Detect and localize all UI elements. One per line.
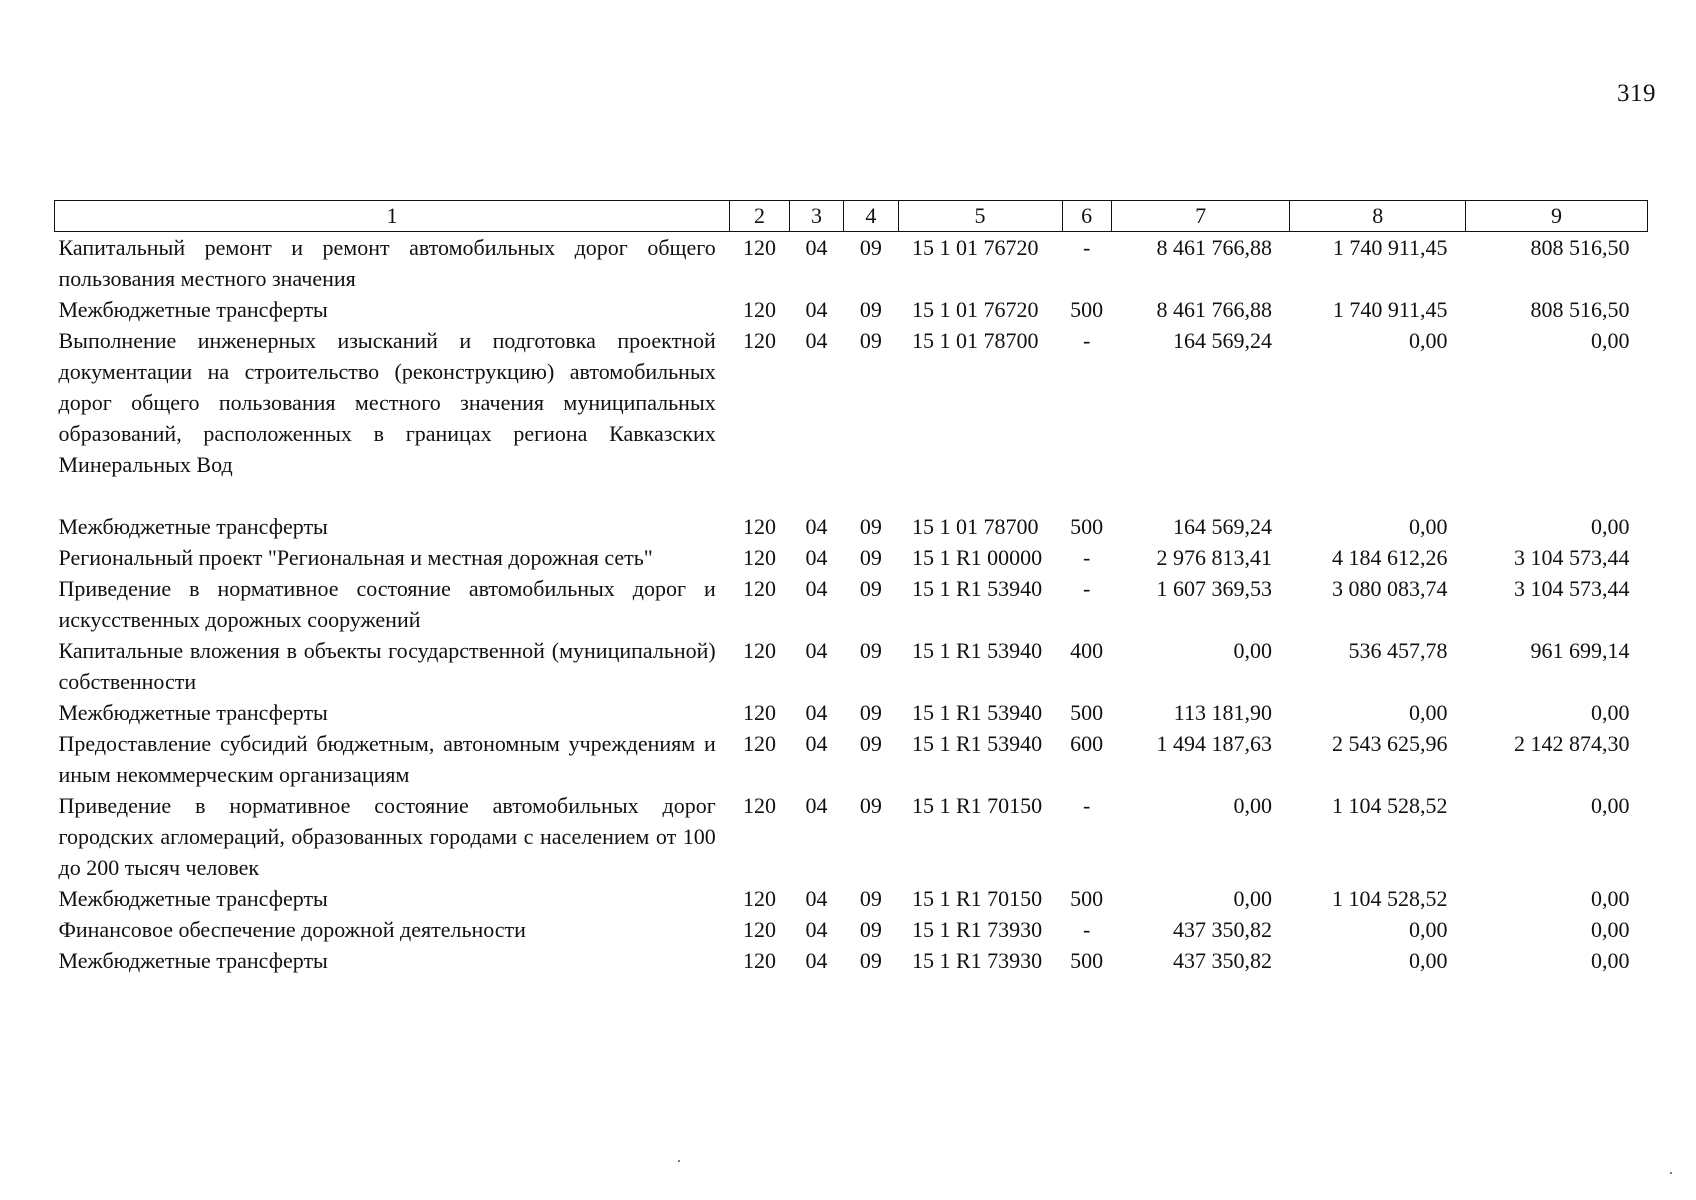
cell-col-8: 3 080 083,74	[1332, 576, 1448, 601]
cell-col-6: -	[1082, 545, 1091, 570]
cell-col-5: 15 1 R1 70150	[912, 886, 1043, 911]
cell-col-6: 500	[1070, 514, 1104, 539]
cell-col-3: 04	[805, 297, 828, 322]
row-name: Капитальные вложения в объекты государственной (муниципальной) собственности	[58, 638, 716, 694]
cell-col-3: 04	[805, 235, 828, 260]
cell-col-7: 8 461 766,88	[1156, 297, 1272, 322]
cell-col-6: 500	[1070, 948, 1104, 973]
cell-col-6: 500	[1070, 886, 1104, 911]
cell-col-9: 961 699,14	[1530, 638, 1630, 663]
table-row	[55, 883, 1648, 914]
row-name: Межбюджетные трансферты	[58, 297, 328, 322]
header-col-2: 2	[730, 201, 790, 232]
cell-col-4: 09	[859, 235, 882, 260]
header-col-4: 4	[844, 201, 898, 232]
cell-col-6: 500	[1070, 700, 1104, 725]
cell-col-3: 04	[805, 793, 828, 818]
table-row	[55, 697, 1648, 728]
cell-col-6: -	[1082, 235, 1091, 260]
cell-col-8: 2 543 625,96	[1332, 731, 1448, 756]
header-col-9: 9	[1466, 201, 1648, 232]
cell-col-4: 09	[859, 700, 882, 725]
table-row	[55, 728, 1648, 790]
cell-col-5: 15 1 01 76720	[912, 235, 1039, 260]
cell-col-6: -	[1082, 576, 1091, 601]
cell-col-9: 0,00	[1591, 700, 1630, 725]
cell-col-4: 09	[859, 297, 882, 322]
cell-col-3: 04	[805, 576, 828, 601]
header-col-3: 3	[789, 201, 843, 232]
cell-col-5: 15 1 R1 70150	[912, 793, 1043, 818]
cell-col-9: 3 104 573,44	[1514, 545, 1630, 570]
cell-col-3: 04	[805, 917, 828, 942]
cell-col-8: 536 457,78	[1348, 638, 1448, 663]
cell-col-7: 437 350,82	[1172, 917, 1272, 942]
cell-col-5: 15 1 R1 53940	[912, 700, 1043, 725]
cell-col-5: 15 1 R1 53940	[912, 731, 1043, 756]
cell-col-2: 120	[743, 545, 777, 570]
cell-col-4: 09	[859, 886, 882, 911]
cell-col-4: 09	[859, 731, 882, 756]
cell-col-2: 120	[743, 948, 777, 973]
table-row	[55, 790, 1648, 883]
cell-col-6: 400	[1070, 638, 1104, 663]
row-name: Межбюджетные трансферты	[58, 886, 328, 911]
cell-col-9: 0,00	[1591, 917, 1630, 942]
cell-col-4: 09	[859, 948, 882, 973]
cell-col-2: 120	[743, 917, 777, 942]
table-row	[55, 945, 1648, 976]
header-col-1: 1	[55, 201, 730, 232]
row-name: Выполнение инженерных изысканий и подготовка проектной документации на строительство (реконструкцию) автомобильных дорог общего пользования местного значения муниципальных образований, расположенных в границах региона Кавказских Минеральных Вод	[58, 328, 716, 477]
cell-col-2: 120	[743, 793, 777, 818]
row-name: Капитальный ремонт и ремонт автомобильных дорог общего пользования местного значения	[58, 235, 716, 291]
cell-col-2: 120	[743, 638, 777, 663]
table-row	[55, 511, 1648, 542]
cell-col-8: 0,00	[1409, 514, 1448, 539]
cell-col-7: 0,00	[1233, 638, 1272, 663]
cell-col-7: 8 461 766,88	[1156, 235, 1272, 260]
cell-col-9: 2 142 874,30	[1514, 731, 1630, 756]
row-name: Межбюджетные трансферты	[58, 948, 328, 973]
cell-col-7: 0,00	[1233, 793, 1272, 818]
cell-col-4: 09	[859, 514, 882, 539]
cell-col-5: 15 1 R1 53940	[912, 576, 1043, 601]
budget-table	[54, 200, 1648, 976]
header-col-5: 5	[898, 201, 1062, 232]
cell-col-2: 120	[743, 297, 777, 322]
cell-col-5: 15 1 R1 73930	[912, 917, 1043, 942]
cell-col-4: 09	[859, 545, 882, 570]
cell-col-6: -	[1082, 917, 1091, 942]
cell-col-3: 04	[805, 328, 828, 353]
cell-col-5: 15 1 01 78700	[912, 514, 1039, 539]
cell-col-4: 09	[859, 328, 882, 353]
cell-col-9: 0,00	[1591, 886, 1630, 911]
cell-col-3: 04	[805, 948, 828, 973]
cell-col-4: 09	[859, 576, 882, 601]
cell-col-6: -	[1082, 793, 1091, 818]
cell-col-8: 1 104 528,52	[1332, 886, 1448, 911]
cell-col-7: 1 494 187,63	[1156, 731, 1272, 756]
row-name: Межбюджетные трансферты	[58, 700, 328, 725]
cell-col-2: 120	[743, 700, 777, 725]
table-row	[55, 294, 1648, 325]
cell-col-8: 1 740 911,45	[1332, 297, 1448, 322]
column-number-header	[55, 201, 1648, 232]
table-row	[55, 232, 1648, 295]
cell-col-9: 0,00	[1591, 793, 1630, 818]
cell-col-7: 1 607 369,53	[1156, 576, 1272, 601]
row-name: Предоставление субсидий бюджетным, автономным учреждениям и иным некоммерческим организациям	[58, 731, 716, 787]
cell-col-6: -	[1082, 328, 1091, 353]
row-name: Межбюджетные трансферты	[58, 514, 328, 539]
cell-col-7: 113 181,90	[1173, 700, 1272, 725]
cell-col-9: 0,00	[1591, 514, 1630, 539]
cell-col-8: 1 740 911,45	[1332, 235, 1448, 260]
cell-col-5: 15 1 R1 00000	[912, 545, 1043, 570]
header-col-7: 7	[1111, 201, 1290, 232]
cell-col-6: 500	[1070, 297, 1104, 322]
table-row	[55, 573, 1648, 635]
cell-col-7: 164 569,24	[1172, 514, 1272, 539]
cell-col-3: 04	[805, 731, 828, 756]
cell-col-2: 120	[743, 886, 777, 911]
cell-col-7: 2 976 813,41	[1156, 545, 1272, 570]
row-name: Приведение в нормативное состояние автомобильных дорог и искусственных дорожных сооружений	[58, 576, 716, 632]
table-row	[55, 914, 1648, 945]
row-name: Приведение в нормативное состояние автомобильных дорог городских агломераций, образованных городами с населением от 100 до 200 тысяч человек	[58, 793, 716, 880]
cell-col-4: 09	[859, 917, 882, 942]
cell-col-7: 0,00	[1233, 886, 1272, 911]
cell-col-9: 3 104 573,44	[1514, 576, 1630, 601]
table-row	[55, 635, 1648, 697]
cell-col-2: 120	[743, 731, 777, 756]
cell-col-8: 0,00	[1409, 328, 1448, 353]
cell-col-9: 0,00	[1591, 948, 1630, 973]
cell-col-3: 04	[805, 545, 828, 570]
cell-col-9: 808 516,50	[1530, 235, 1630, 260]
cell-col-4: 09	[859, 793, 882, 818]
cell-col-8: 0,00	[1409, 917, 1448, 942]
cell-col-5: 15 1 01 78700	[912, 328, 1039, 353]
scan-speck	[1670, 1172, 1672, 1174]
page-number: 319	[1617, 80, 1656, 107]
cell-col-2: 120	[743, 328, 777, 353]
cell-col-9: 808 516,50	[1530, 297, 1630, 322]
blank-cell	[55, 480, 1648, 511]
cell-col-8: 0,00	[1409, 948, 1448, 973]
cell-col-8: 0,00	[1409, 700, 1448, 725]
cell-col-3: 04	[805, 638, 828, 663]
table-row	[55, 542, 1648, 573]
cell-col-2: 120	[743, 576, 777, 601]
cell-col-7: 164 569,24	[1172, 328, 1272, 353]
cell-col-5: 15 1 R1 73930	[912, 948, 1043, 973]
scan-speck	[678, 1160, 680, 1162]
table-row	[55, 325, 1648, 480]
header-col-6: 6	[1062, 201, 1111, 232]
cell-col-6: 600	[1070, 731, 1104, 756]
cell-col-7: 437 350,82	[1172, 948, 1272, 973]
cell-col-3: 04	[805, 886, 828, 911]
cell-col-3: 04	[805, 700, 828, 725]
header-col-8: 8	[1290, 201, 1466, 232]
cell-col-2: 120	[743, 514, 777, 539]
cell-col-5: 15 1 R1 53940	[912, 638, 1043, 663]
cell-col-2: 120	[743, 235, 777, 260]
cell-col-9: 0,00	[1591, 328, 1630, 353]
cell-col-5: 15 1 01 76720	[912, 297, 1039, 322]
cell-col-4: 09	[859, 638, 882, 663]
cell-col-3: 04	[805, 514, 828, 539]
cell-col-8: 4 184 612,26	[1332, 545, 1448, 570]
cell-col-8: 1 104 528,52	[1332, 793, 1448, 818]
row-name: Финансовое обеспечение дорожной деятельности	[58, 917, 526, 942]
blank-row	[55, 480, 1648, 511]
row-name: Региональный проект "Региональная и местная дорожная сеть"	[58, 545, 653, 570]
